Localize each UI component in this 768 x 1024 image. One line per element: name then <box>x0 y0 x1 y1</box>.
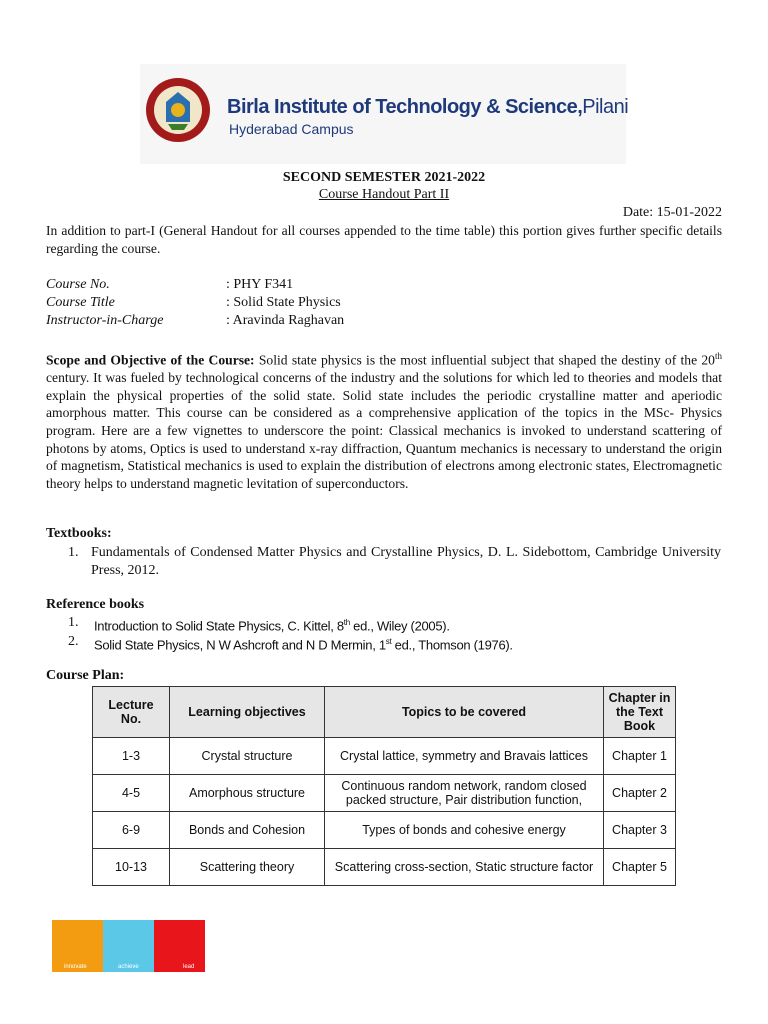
textbooks-heading: Textbooks: <box>46 526 112 541</box>
objective-cell: Amorphous structure <box>170 775 325 812</box>
table-row <box>93 738 676 775</box>
innovate-achieve-lead-logo <box>52 920 205 972</box>
lecture-cell: 10-13 <box>93 849 170 886</box>
lecture-cell: 6-9 <box>93 812 170 849</box>
course-no-label: Course No. <box>46 277 110 292</box>
table-row <box>93 812 676 849</box>
table-row <box>93 849 676 886</box>
column-header: Learning objectives <box>170 687 325 738</box>
reference-item: Introduction to Solid State Physics, C. Kittel, 8th ed., Wiley (2005). <box>94 618 450 634</box>
chapter-cell: Chapter 1 <box>604 738 676 775</box>
chapter-cell: Chapter 3 <box>604 812 676 849</box>
textbook-number: 1. <box>68 545 79 560</box>
scope-heading: Scope and Objective of the Course: <box>46 352 255 368</box>
instructor-label: Instructor-in-Charge <box>46 313 164 328</box>
column-header: Chapter in the Text Book <box>604 687 676 738</box>
table-row <box>93 775 676 812</box>
course-title-value: : Solid State Physics <box>226 295 341 310</box>
chapter-cell: Chapter 2 <box>604 775 676 812</box>
table-header-row <box>93 687 676 738</box>
topics-cell: Types of bonds and cohesive energy <box>325 812 604 849</box>
campus-name: Hyderabad Campus <box>229 121 354 137</box>
course-plan-heading: Course Plan: <box>46 668 125 683</box>
objective-cell: Crystal structure <box>170 738 325 775</box>
semester-title: SECOND SEMESTER 2021-2022 <box>282 170 486 185</box>
objective-cell: Scattering theory <box>170 849 325 886</box>
lead-word: lead <box>183 964 195 970</box>
course-title-label: Course Title <box>46 295 115 310</box>
reference-item: Solid State Physics, N W Ashcroft and N D Mermin, 1st ed., Thomson (1976). <box>94 637 513 653</box>
topics-cell: Crystal lattice, symmetry and Bravais lattices <box>325 738 604 775</box>
reference-number: 2. <box>68 634 79 649</box>
intro-paragraph: In addition to part-I (General Handout for all courses appended to the time table) this portion gives further specific details regarding the course. <box>46 223 722 256</box>
handout-subtitle: Course Handout Part II <box>318 187 450 202</box>
reference-number: 1. <box>68 615 79 630</box>
objective-cell: Bonds and Cohesion <box>170 812 325 849</box>
course-plan-table <box>92 686 676 886</box>
topics-cell: Scattering cross-section, Static structure factor <box>325 849 604 886</box>
topics-cell: Continuous random network, random closed packed structure, Pair distribution function, <box>325 775 604 812</box>
column-header: Lecture No. <box>93 687 170 738</box>
institute-name: Birla Institute of Technology & Science,Pilani <box>227 96 629 118</box>
lecture-cell: 1-3 <box>93 738 170 775</box>
scope-paragraph: Scope and Objective of the Course: Solid state physics is the most influential subject that shaped the destiny of the 20th century. It was fueled by technological concerns of the industry and the solutions for which led to theories and models that explain the physical properties of the solid state. Solid state includes the periodic crystalline matter and aperiodic amorphous matter. This course can be considered as a comprehensive application of the topics in the MSc- Physics program. Here are a few vignettes to underscore the point: Classical mechanics is invoked to understand scattering of photons by atoms, Optics is used to understand x-ray diffraction, Quantum mechanics is necessary to understand the origin of magnetism, Statistical mechanics is used to explain the distribution of electrons among electronic states, Electromagnetic theory helps to understand magnetic levitation of superconductors. <box>46 351 722 491</box>
textbook-item: Fundamentals of Condensed Matter Physics and Crystalline Physics, D. L. Sidebottom, Cambridge University Press, 2012. <box>91 545 721 578</box>
innovate-word: innovate <box>64 964 87 970</box>
lecture-cell: 4-5 <box>93 775 170 812</box>
achieve-word: achieve <box>118 964 139 970</box>
course-no-value: : PHY F341 <box>226 277 294 292</box>
handout-date: Date: 15-01-2022 <box>622 205 722 220</box>
bits-seal-logo <box>144 68 212 154</box>
reference-heading: Reference books <box>46 597 145 612</box>
instructor-value: : Aravinda Raghavan <box>226 313 345 328</box>
chapter-cell: Chapter 5 <box>604 849 676 886</box>
column-header: Topics to be covered <box>325 687 604 738</box>
lead-block <box>154 920 205 972</box>
